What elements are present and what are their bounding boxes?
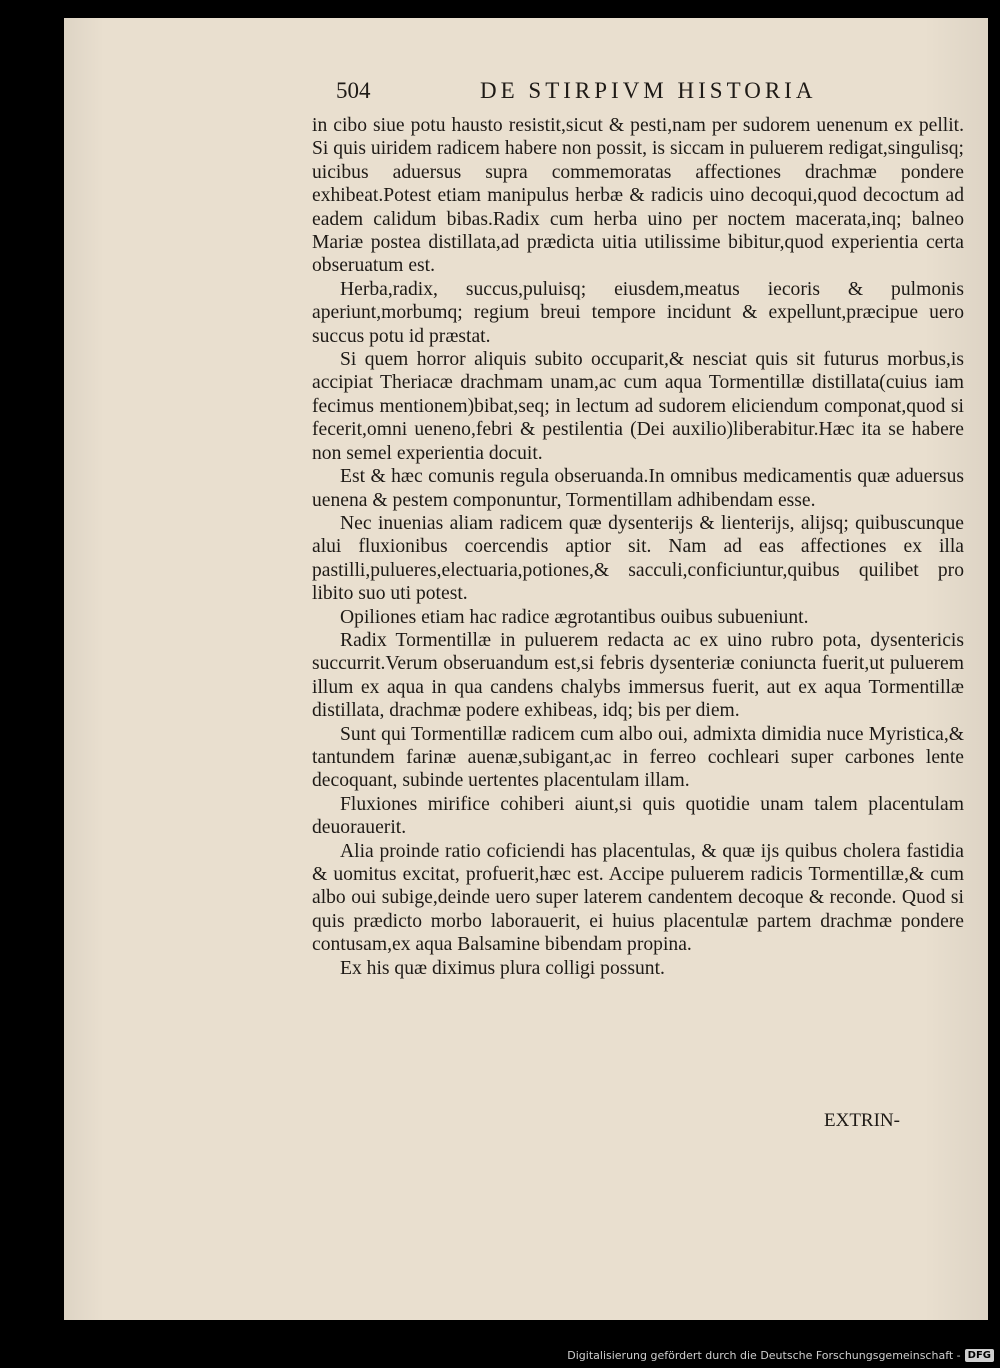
catchword: EXTRIN- xyxy=(824,1110,900,1131)
dfg-logo: DFG xyxy=(965,1349,994,1362)
running-header xyxy=(336,78,836,110)
digitization-footer xyxy=(567,1346,994,1364)
paragraph: Alia proinde ratio coficiendi has placentulas, & quæ ijs quibus cholera fastidia & uomitus excitat, profuerit,hæc est. Accipe puluerem radicis Tormentillæ,& cum albo oui subige,deinde uero super laterem candentem decoque & reconde. Quod si quis prædicto morbo laborauerit, ei huius placentulæ partem drachmæ pondere contusam,ex aqua Balsamine bibendam propina. xyxy=(312,840,964,956)
page-number: 504 xyxy=(336,78,371,103)
running-title: DE STIRPIVM HISTORIA xyxy=(480,78,817,103)
paragraph: in cibo siue potu hausto resistit,sicut & pesti,nam per sudorem uenenum ex pellit. Si quis uiridem radicem habere non possit, is siccam in puluerem redigat,singulisq; uicibus aduersus supra commemoratas affectiones drachmæ pondere exhibeat.Potest etiam manipulus herbæ & radicis uino decoqui,quod decoctum ad eadem calidum bibas.Radix cum herba uino per noctem macerata,inq; balneo Mariæ postea distillata,ad prædicta uitia utilissime bibitur,quod experientia certa obseruatum est. xyxy=(312,115,964,277)
paragraph: Herba,radix, succus,puluisq; eiusdem,meatus iecoris & pulmonis aperiunt,morbumq; regium breui tempore incidunt & expellunt,præcipue uero succus potu id præstat. xyxy=(312,278,964,347)
paragraph: Opiliones etiam hac radice ægrotantibus ouibus subueniunt. xyxy=(340,606,809,628)
footer-credit: Digitalisierung gefördert durch die Deutsche Forschungsgemeinschaft - xyxy=(567,1348,961,1362)
paragraph: Sunt qui Tormentillæ radicem cum albo oui, admixta dimidia nuce Myristica,& tantundem farinæ auenæ,subigant,ac in ferreo cochleari super carbones lente decoquant, subinde uertentes placentulam illam. xyxy=(312,723,964,792)
paragraph: Fluxiones mirifice cohiberi aiunt,si quis quotidie unam talem placentulam deuorauerit. xyxy=(312,793,964,839)
text-body xyxy=(312,114,964,980)
paragraph: Radix Tormentillæ in puluerem redacta ac ex uino rubro pota, dysentericis succurrit.Verum obseruandum est,si febris dysenteriæ coniuncta fuerit,ut puluerem illum ex aqua in qua candens chalybs immersus fuerit, aut ex aqua Tormentillæ distillata, drachmæ podere exhibeas, idq; bis per diem. xyxy=(312,629,964,722)
paragraph: Est & hæc comunis regula obseruanda.In omnibus medicamentis quæ aduersus uenena & pestem componuntur, Tormentillam adhibendam esse. xyxy=(312,466,964,511)
paragraph: Nec inuenias aliam radicem quæ dysenterijs & lienterijs, alijsq; quibuscunque alui fluxionibus coercendis aptior sit. Nam ad eas affectiones ex illa pastilli,pulueres,electuaria,potiones,& sacculi,conficiuntur,quibus quilibet pro libito suo uti potest. xyxy=(312,512,964,605)
paragraph: Ex his quæ diximus plura colligi possunt. xyxy=(340,957,665,979)
paragraph: Si quem horror aliquis subito occuparit,& nesciat quis sit futurus morbus,is accipiat Theriacæ drachmam unam,ac cum aqua Tormentillæ distillata(cuius iam fecimus mentionem)bibat,seq; in lectum ad sudorem eliciendum componat,quod si fecerit,omni ueneno,febri & pestilentia (Dei auxilio)liberabitur.Hæc ita se habere non semel experientia docuit. xyxy=(312,349,964,464)
